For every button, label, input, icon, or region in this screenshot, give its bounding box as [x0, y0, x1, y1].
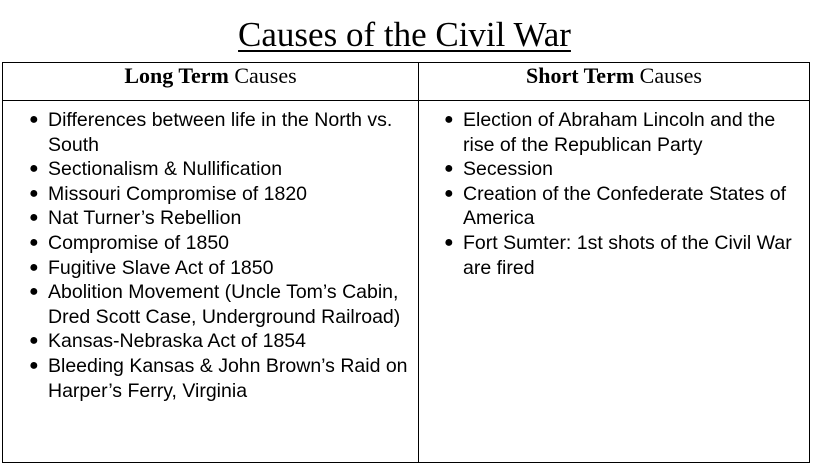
list-item-text: Missouri Compromise of 1820 — [48, 182, 308, 205]
list-item-text: Bleeding Kansas & John Brown’s Raid on Harper’s Ferry, Virginia — [48, 354, 408, 402]
list-item — [3, 108, 418, 157]
list-item — [3, 329, 418, 354]
table-header-row — [3, 63, 810, 101]
short-term-list — [419, 108, 809, 280]
table-body-row — [3, 101, 810, 463]
list-item — [3, 256, 418, 281]
list-item — [3, 157, 418, 182]
list-item-text: Abolition Movement (Uncle Tom’s Cabin, Dred Scott Case, Underground Railroad) — [48, 281, 401, 328]
bullet-icon: ● — [444, 160, 454, 178]
list-item-text: Differences between life in the North vs. South — [48, 109, 393, 156]
list-item-text: Nat Turner’s Rebellion — [48, 207, 242, 230]
list-item-text: Election of Abraham Lincoln and the rise of the Republican Party — [463, 109, 776, 156]
long-term-header-bold: Long Term — [124, 63, 229, 88]
list-item — [419, 182, 809, 231]
bullet-icon: ● — [444, 233, 454, 251]
bullet-icon: ● — [444, 111, 454, 128]
short-term-cell — [419, 101, 810, 463]
page-title: Causes of the Civil War — [238, 15, 571, 54]
list-item — [419, 157, 809, 182]
long-term-header-rest: Causes — [228, 63, 297, 88]
bullet-icon: ● — [29, 160, 39, 178]
causes-table — [2, 62, 810, 463]
long-term-list — [3, 108, 418, 403]
bullet-icon: ● — [29, 111, 39, 128]
bullet-icon: ● — [29, 283, 39, 301]
bullet-icon: ● — [29, 233, 39, 251]
list-item-text: Fugitive Slave Act of 1850 — [48, 256, 274, 279]
short-term-header-rest: Causes — [634, 63, 702, 88]
list-item-text: Compromise of 1850 — [48, 231, 230, 254]
list-item-text: Creation of the Confederate States of America — [463, 182, 787, 230]
bullet-icon: ● — [29, 258, 39, 276]
list-item-text: Sectionalism & Nullification — [48, 158, 283, 181]
list-item — [3, 231, 418, 256]
short-term-header — [419, 63, 810, 101]
list-item — [3, 280, 418, 329]
list-item — [3, 206, 418, 231]
short-term-header-bold: Short Term — [525, 63, 635, 88]
list-item-text: Secession — [463, 158, 553, 181]
long-term-cell — [3, 101, 419, 463]
list-item — [3, 182, 418, 207]
bullet-icon: ● — [29, 332, 39, 350]
long-term-header — [3, 63, 419, 101]
list-item-text: Kansas-Nebraska Act of 1854 — [48, 330, 306, 353]
list-item — [419, 108, 809, 157]
bullet-icon: ● — [29, 209, 39, 227]
list-item — [419, 231, 809, 280]
list-item — [3, 354, 418, 403]
bullet-icon: ● — [29, 356, 39, 374]
list-item-text: Fort Sumter: 1st shots of the Civil War are fired — [463, 231, 792, 279]
bullet-icon: ● — [29, 184, 39, 202]
bullet-icon: ● — [444, 184, 454, 202]
